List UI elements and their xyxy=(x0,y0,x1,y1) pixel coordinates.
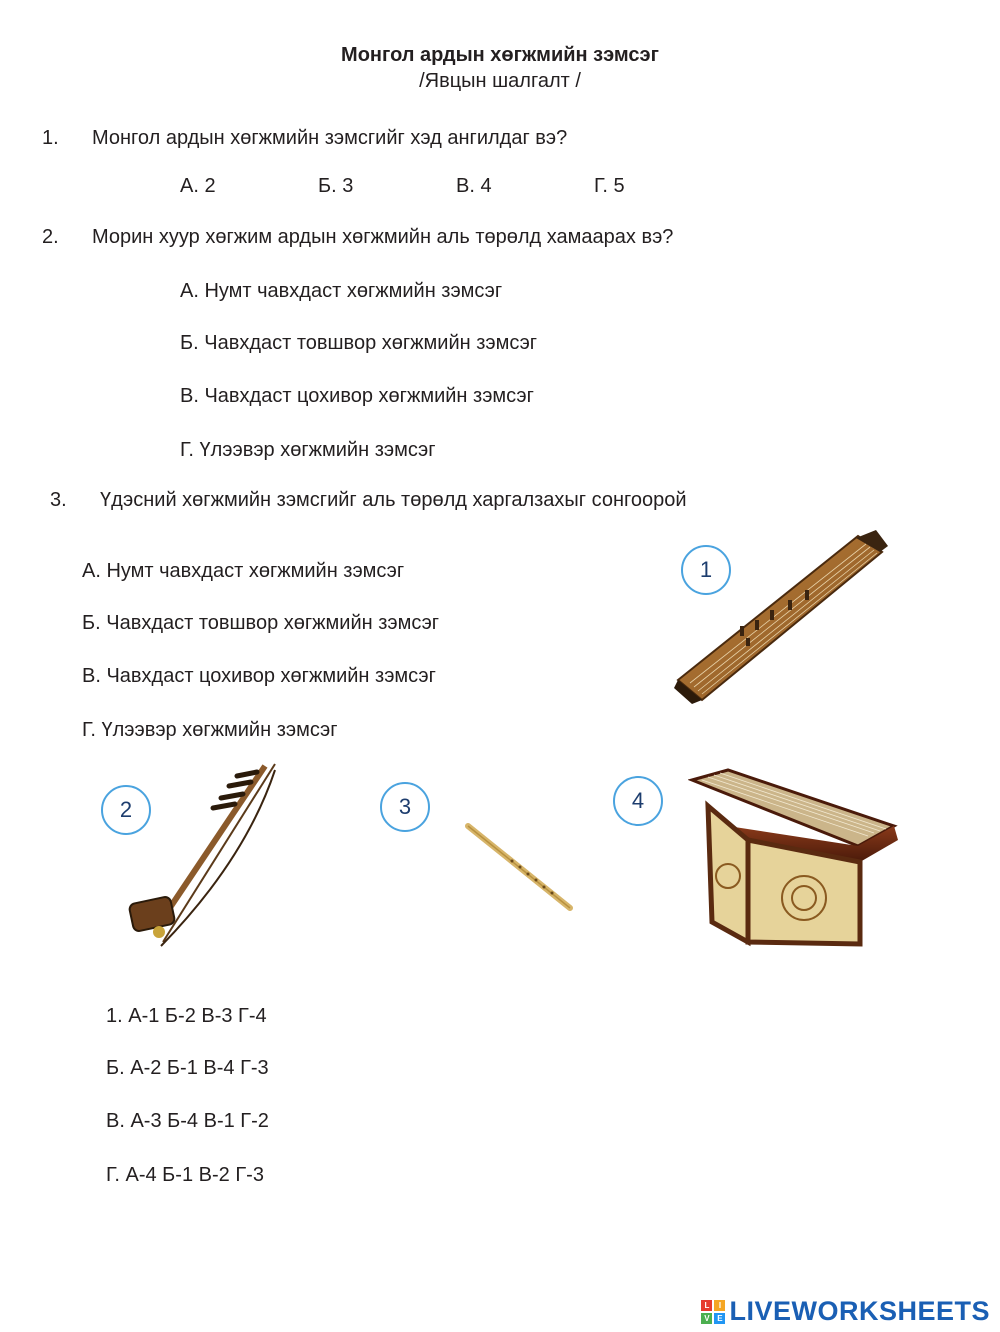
q1-option-b[interactable]: Б. 3 xyxy=(318,175,354,197)
question-3-number: 3. xyxy=(50,489,67,511)
q2-option-b[interactable]: Б. Чавхдаст товшвор хөгжмийн зэмсэг xyxy=(180,332,538,354)
image-label-3: 3 xyxy=(380,782,430,832)
question-1-text: Монгол ардын хөгжмийн зэмсгийг хэд ангилдаг вэ? xyxy=(92,127,568,149)
q2-option-d[interactable]: Г. Үлээвэр хөгжмийн зэмсэг xyxy=(180,439,436,461)
q1-option-d[interactable]: Г. 5 xyxy=(594,175,625,197)
limbe-flute-image xyxy=(462,820,580,916)
q3-category-c: В. Чавхдаст цохивор хөгжмийн зэмсэг xyxy=(82,665,436,687)
question-2-number: 2. xyxy=(42,226,59,248)
q3-category-d: Г. Үлээвэр хөгжмийн зэмсэг xyxy=(82,719,338,741)
q3-answer-d[interactable]: Г. А-4 Б-1 В-2 Г-3 xyxy=(106,1164,264,1186)
q1-option-c[interactable]: В. 4 xyxy=(456,175,492,197)
image-label-2: 2 xyxy=(101,785,151,835)
q3-answer-c[interactable]: В. А-3 Б-4 В-1 Г-2 xyxy=(106,1110,269,1132)
q1-option-a[interactable]: А. 2 xyxy=(180,175,216,197)
liveworksheets-logo xyxy=(701,1296,990,1327)
logo-blocks-icon: L I V E xyxy=(701,1300,725,1324)
q3-category-b: Б. Чавхдаст товшвор хөгжмийн зэмсэг xyxy=(82,612,440,634)
logo-text: LIVEWORKSHEETS xyxy=(729,1296,990,1326)
q2-option-a[interactable]: А. Нумт чавхдаст хөгжмийн зэмсэг xyxy=(180,280,503,302)
q2-option-c[interactable]: В. Чавхдаст цохивор хөгжмийн зэмсэг xyxy=(180,385,534,407)
q3-category-a: А. Нумт чавхдаст хөгжмийн зэмсэг xyxy=(82,560,405,582)
image-label-1: 1 xyxy=(681,545,731,595)
page-subtitle: /Явцын шалгалт / xyxy=(419,70,581,92)
khuuchir-image xyxy=(125,760,285,955)
question-3-text: Үдэсний хөгжмийн зэмсгийг аль төрөлд харгалзахыг сонгоорой xyxy=(100,489,687,511)
question-1-number: 1. xyxy=(42,127,59,149)
yatga-zither-image xyxy=(670,528,892,708)
question-2-text: Морин хуур хөгжим ардын хөгжмийн аль төрөлд хамаарах вэ? xyxy=(92,226,674,248)
page-title: Монгол ардын хөгжмийн зэмсэг xyxy=(341,44,659,66)
q3-answer-1[interactable]: 1. А-1 Б-2 В-3 Г-4 xyxy=(106,1005,267,1027)
yoochin-dulcimer-image xyxy=(688,766,910,956)
image-label-4: 4 xyxy=(613,776,663,826)
q3-answer-b[interactable]: Б. А-2 Б-1 В-4 Г-3 xyxy=(106,1057,269,1079)
